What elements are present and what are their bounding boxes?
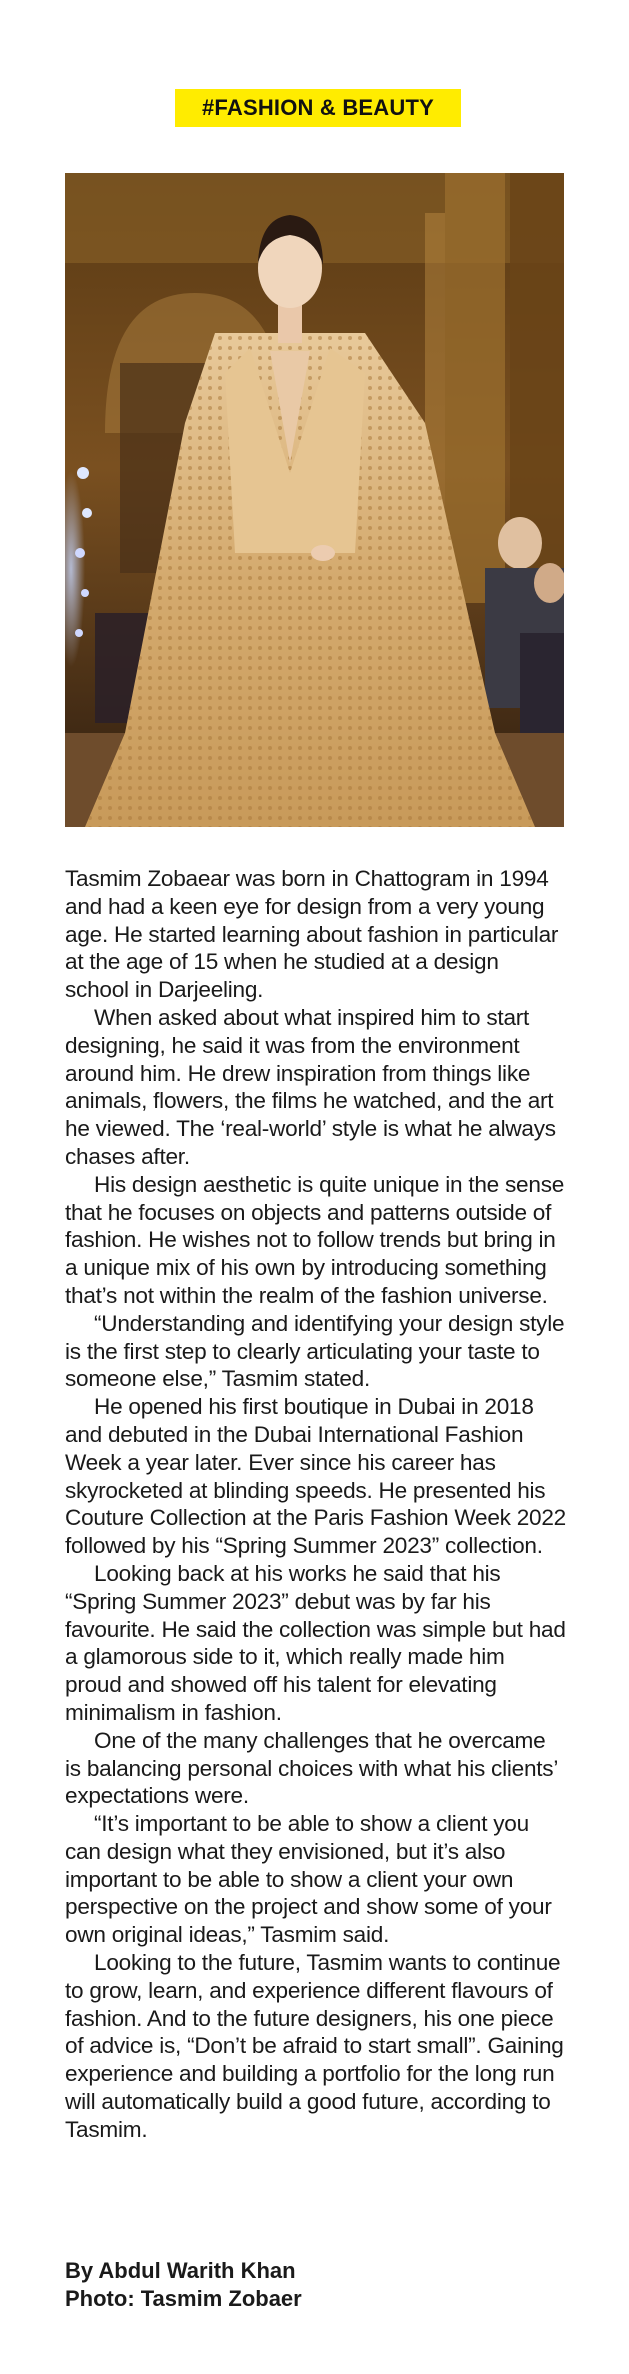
credits xyxy=(65,2257,566,2313)
paragraph: His design aesthetic is quite unique in the sense that he focuses on objects and patterns outside of fashion. He wishes not to follow trends but bring in a unique mix of his own by introducing something that’s not within the realm of the fashion universe. xyxy=(65,1171,565,1308)
section-tag: #FASHION & BEAUTY xyxy=(175,89,461,127)
paragraph: When asked about what inspired him to start designing, he said it was from the environment around him. He drew inspiration from things like animals, flowers, the films he watched, and the art he viewed. The ‘real-world’ style is what he always chases after. xyxy=(65,1004,556,1169)
article-body xyxy=(65,865,566,2144)
paragraph: “It’s important to be able to show a client you can design what they envisioned, but it’s also important to be able to show a client your own perspective on the project and show some of your own original ideas,” Tasmim said. xyxy=(65,1811,552,1948)
paragraph: One of the many challenges that he overcame is balancing personal choices with what his clients’ expectations were. xyxy=(65,1727,558,1809)
paragraph: Looking to the future, Tasmim wants to continue to grow, learn, and experience different flavours of fashion. And to the future designers, his one piece of advice is, “Don’t be afraid to start small”. Gaining experience and building a portfolio for the long run will automatically build a good future, according to Tasmim. xyxy=(65,1950,564,2142)
paragraph: Looking back at his works he said that his “Spring Summer 2023” debut was by far his favourite. He said the collection was simple but had a glamorous side to it, which really made him proud and showed off his talent for elevating minimalism in fashion. xyxy=(65,1560,566,1725)
photo-icon xyxy=(65,173,564,827)
photo-credit: Photo: Tasmim Zobaer xyxy=(65,2286,302,2311)
paragraph: “Understanding and identifying your design style is the first step to clearly articulating your taste to someone else,” Tasmim stated. xyxy=(65,1310,565,1392)
article-photo xyxy=(65,173,564,827)
paragraph: He opened his first boutique in Dubai in 2018 and debuted in the Dubai International Fashion Week a year later. Ever since his career has skyrocketed at blinding speeds. He presented his Couture Collection at the Paris Fashion Week 2022 followed by his “Spring Summer 2023” collection. xyxy=(65,1394,566,1559)
byline: By Abdul Warith Khan xyxy=(65,2258,296,2283)
paragraph: Tasmim Zobaear was born in Chattogram in 1994 and had a keen eye for design from a very young age. He started learning about fashion in particular at the age of 15 when he studied at a design school in Darjeeling. xyxy=(65,866,559,1003)
